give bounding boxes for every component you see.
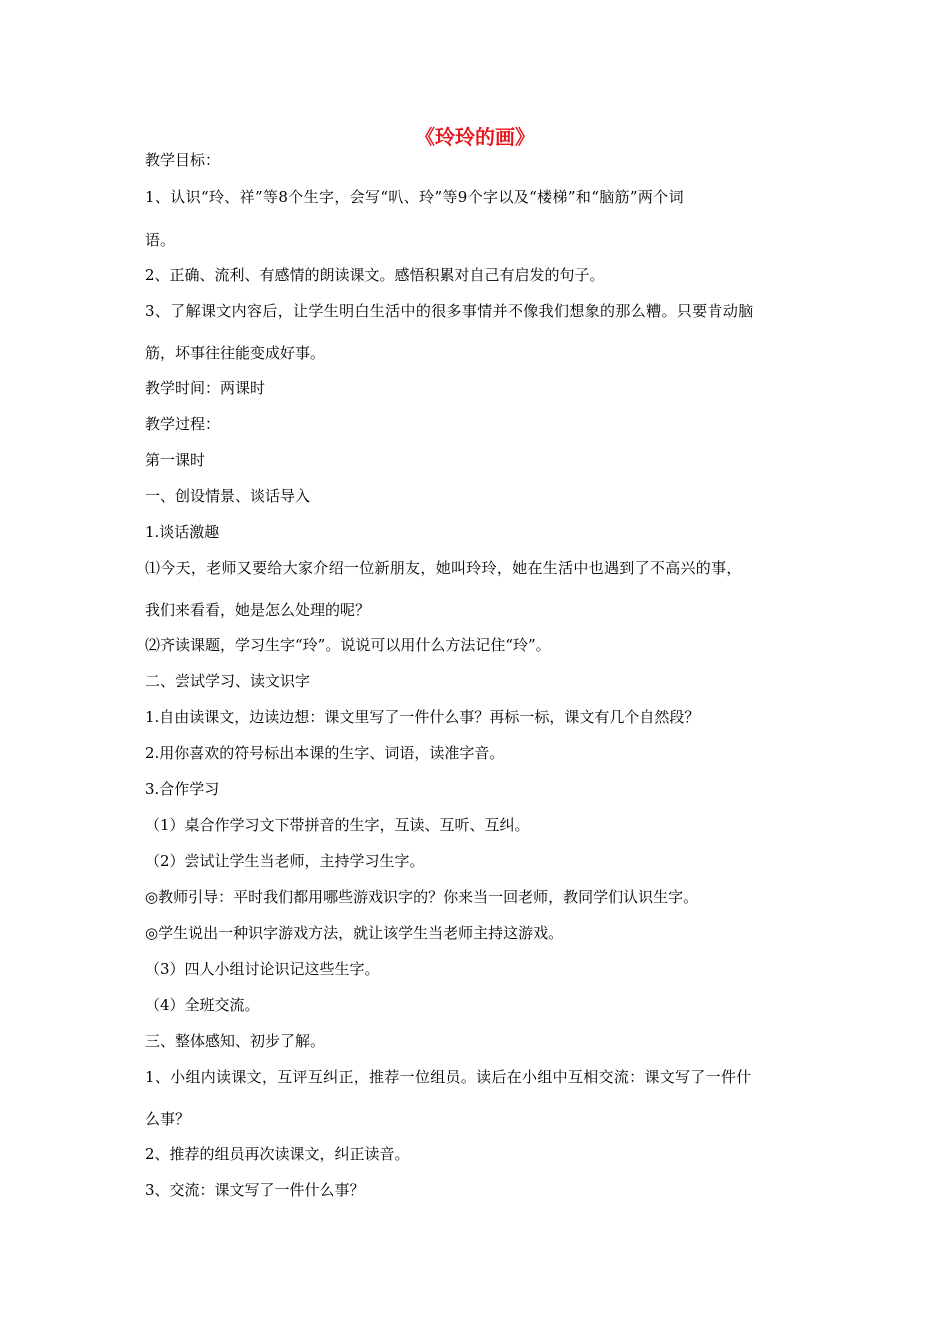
goal-1-line-1: 1、认识“玲、祥”等8个生字，会写“叭、玲”等9个字以及“楼梯”和“脑筋”两个词 <box>145 188 684 206</box>
step-1-1-a-line-1: ⑴今天，老师又要给大家介绍一位新朋友，她叫玲玲，她在生活中也遇到了不高兴的事， <box>145 559 742 577</box>
part-1-heading: 一、创设情景、谈话导入 <box>145 487 311 505</box>
goal-2: 2、正确、流利、有感情的朗读课文。感悟积累对自己有启发的句子。 <box>145 266 605 284</box>
step-3-3: 3、交流：课文写了一件什么事？ <box>145 1181 365 1199</box>
step-2-3-4: （4）全班交流。 <box>145 996 260 1014</box>
lesson-heading-1: 第一课时 <box>145 451 206 469</box>
step-2-2: 2.用你喜欢的符号标出本课的生字、词语，读准字音。 <box>145 744 505 762</box>
teaching-time: 教学时间：两课时 <box>145 379 266 397</box>
step-2-1: 1.自由读课文，边读边想：课文里写了一件什么事？再标一标，课文有几个自然段？ <box>145 708 700 726</box>
step-2-3-1: （1）桌合作学习文下带拼音的生字，互读、互听、互纠。 <box>145 816 530 834</box>
student-game: ◎学生说出一种识字游戏方法，就让该学生当老师主持这游戏。 <box>145 924 564 942</box>
step-2-3-3: （3）四人小组讨论识记这些生字。 <box>145 960 380 978</box>
section-heading-process: 教学过程： <box>145 415 221 433</box>
teacher-guidance: ◎教师引导：平时我们都用哪些游戏识字的？你来当一回老师，教同学们认识生字。 <box>145 888 699 906</box>
part-2-heading: 二、尝试学习、读文识字 <box>145 672 311 690</box>
step-3-1-line-1: 1、小组内读课文，互评互纠正，推荐一位组员。读后在小组中互相交流：课文写了一件什 <box>145 1068 752 1086</box>
step-1-1: 1.谈话激趣 <box>145 523 220 541</box>
document-title: 《玲玲的画》 <box>415 125 535 149</box>
step-3-2: 2、推荐的组员再次读课文，纠正读音。 <box>145 1145 410 1163</box>
step-1-1-b: ⑵齐读课题，学习生字“玲”。说说可以用什么方法记住“玲”。 <box>145 636 551 654</box>
part-3-heading: 三、整体感知、初步了解。 <box>145 1032 326 1050</box>
goal-3-line-2: 筋，坏事往往能变成好事。 <box>145 344 326 362</box>
step-2-3: 3.合作学习 <box>145 780 220 798</box>
goal-1-line-2: 语。 <box>145 231 176 249</box>
goal-3-line-1: 3、了解课文内容后，让学生明白生活中的很多事情并不像我们想象的那么糟。只要肯动脑 <box>145 302 754 320</box>
section-heading-goals: 教学目标： <box>145 151 221 169</box>
step-3-1-line-2: 么事？ <box>145 1110 191 1128</box>
step-1-1-a-line-2: 我们来看看，她是怎么处理的呢？ <box>145 601 371 619</box>
step-2-3-2: （2）尝试让学生当老师，主持学习生字。 <box>145 852 425 870</box>
